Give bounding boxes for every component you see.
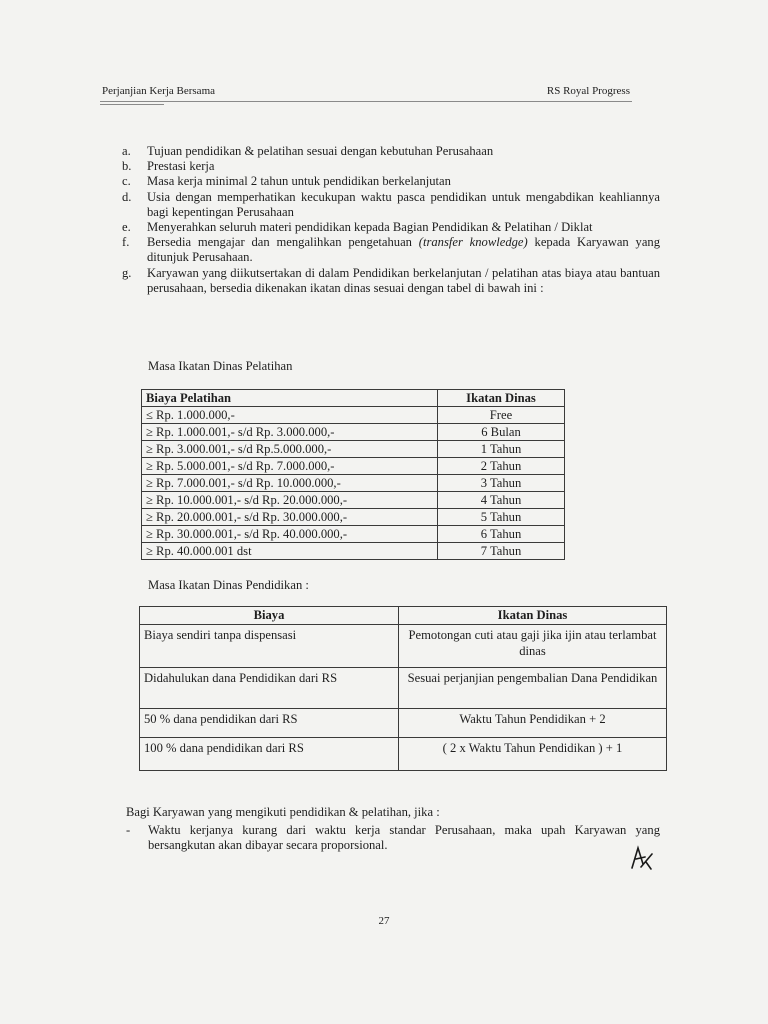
list-marker: g. bbox=[122, 265, 132, 280]
list-item bbox=[122, 235, 660, 265]
list-marker: c. bbox=[122, 174, 131, 189]
column-header: Ikatan Dinas bbox=[438, 390, 565, 407]
table-row bbox=[142, 526, 565, 543]
training-table-caption: Masa Ikatan Dinas Pelatihan bbox=[148, 359, 293, 373]
table-header-row bbox=[142, 390, 565, 407]
list-text: Prestasi kerja bbox=[147, 159, 215, 174]
closing-point bbox=[126, 823, 660, 854]
closing-point-text: Waktu kerjanya kurang dari waktu kerja standar Perusahaan, maka upah Karyawan yang bersangkutan akan dibayar secara proporsional. bbox=[148, 822, 660, 853]
table-row bbox=[142, 543, 565, 560]
table-cell: 6 Tahun bbox=[438, 526, 565, 543]
dash-marker: - bbox=[126, 822, 131, 837]
list-item bbox=[122, 144, 660, 159]
header-rule bbox=[100, 101, 632, 102]
table-row bbox=[142, 441, 565, 458]
table-cell: ( 2 x Waktu Tahun Pendidikan ) + 1 bbox=[399, 738, 667, 771]
training-service-bond-table bbox=[141, 389, 565, 560]
table-cell: ≤ Rp. 1.000.000,- bbox=[142, 407, 438, 424]
initials-signature bbox=[628, 842, 656, 872]
table-row bbox=[140, 625, 667, 668]
table-cell: Pemotongan cuti atau gaji jika ijin atau terlambat dinas bbox=[399, 625, 667, 668]
table-cell: 5 Tahun bbox=[438, 509, 565, 526]
page-number: 27 bbox=[378, 915, 390, 927]
list-marker: f. bbox=[122, 235, 130, 250]
table-cell: Free bbox=[438, 407, 565, 424]
table-row bbox=[142, 424, 565, 441]
table-cell: Didahulukan dana Pendidikan dari RS bbox=[140, 668, 399, 709]
table-cell: ≥ Rp. 30.000.001,- s/d Rp. 40.000.000,- bbox=[142, 526, 438, 543]
list-item bbox=[122, 159, 660, 174]
table-row bbox=[142, 407, 565, 424]
table-cell: ≥ Rp. 7.000.001,- s/d Rp. 10.000.000,- bbox=[142, 475, 438, 492]
closing-intro: Bagi Karyawan yang mengikuti pendidikan & pelatihan, jika : bbox=[126, 805, 440, 819]
education-service-bond-table bbox=[139, 606, 667, 771]
column-header: Biaya Pelatihan bbox=[142, 390, 438, 407]
list-text-part: kepada Karyawan yang ditunjuk Perusahaan. bbox=[147, 235, 660, 265]
table-cell: 2 Tahun bbox=[438, 458, 565, 475]
list-text-part: Bersedia mengajar dan mengalihkan pengetahuan bbox=[147, 235, 419, 250]
requirements-list bbox=[122, 144, 660, 296]
list-text: Masa kerja minimal 2 tahun untuk pendidikan berkelanjutan bbox=[147, 174, 451, 189]
table-cell: ≥ Rp. 1.000.001,- s/d Rp. 3.000.000,- bbox=[142, 424, 438, 441]
list-text: Tujuan pendidikan & pelatihan sesuai dengan kebutuhan Perusahaan bbox=[147, 144, 494, 158]
header-title: Perjanjian Kerja Bersama bbox=[102, 85, 216, 97]
list-text-italic: (transfer knowledge) bbox=[418, 235, 528, 250]
column-header: Ikatan Dinas bbox=[399, 607, 667, 625]
table-cell: ≥ Rp. 5.000.001,- s/d Rp. 7.000.000,- bbox=[142, 458, 438, 475]
table-row bbox=[142, 509, 565, 526]
column-header: Biaya bbox=[140, 607, 399, 625]
table-row bbox=[140, 668, 667, 709]
table-cell: 4 Tahun bbox=[438, 492, 565, 509]
table-cell: Sesuai perjanjian pengembalian Dana Pendidikan bbox=[399, 668, 667, 709]
table-cell: 6 Bulan bbox=[438, 424, 565, 441]
table-row bbox=[142, 475, 565, 492]
header-organization: RS Royal Progress bbox=[546, 85, 630, 97]
list-text: Menyerahkan seluruh materi pendidikan kepada Bagian Pendidikan & Pelatihan / Diklat bbox=[147, 220, 593, 235]
list-text: Karyawan yang diikutsertakan di dalam Pendidikan berkelanjutan / pelatihan atas biaya atau bantuan perusahaan, bersedia dikenakan ikatan dinas sesuai dengan tabel di bawah ini : bbox=[147, 265, 660, 295]
list-text: Usia dengan memperhatikan kecukupan waktu pasca pendidikan untuk mengabdikan keahliannya bagi kepentingan Perusahaan bbox=[147, 189, 660, 219]
table-cell: 50 % dana pendidikan dari RS bbox=[140, 709, 399, 738]
table-cell: Waktu Tahun Pendidikan + 2 bbox=[399, 709, 667, 738]
list-text bbox=[147, 235, 660, 265]
table-row bbox=[140, 738, 667, 771]
table-cell: ≥ Rp. 40.000.001 dst bbox=[142, 543, 438, 560]
table-row bbox=[140, 709, 667, 738]
list-marker: a. bbox=[122, 144, 131, 158]
list-marker: e. bbox=[122, 220, 131, 235]
list-marker: b. bbox=[122, 159, 132, 174]
table-cell: ≥ Rp. 20.000.001,- s/d Rp. 30.000.000,- bbox=[142, 509, 438, 526]
table-row bbox=[142, 492, 565, 509]
list-item bbox=[122, 174, 660, 189]
list-marker: d. bbox=[122, 189, 132, 204]
table-row bbox=[142, 458, 565, 475]
list-item bbox=[122, 220, 660, 235]
table-cell: 1 Tahun bbox=[438, 441, 565, 458]
list-item bbox=[122, 190, 660, 220]
table-header-row bbox=[140, 607, 667, 625]
table-cell: ≥ Rp. 10.000.001,- s/d Rp. 20.000.000,- bbox=[142, 492, 438, 509]
table-cell: ≥ Rp. 3.000.001,- s/d Rp.5.000.000,- bbox=[142, 441, 438, 458]
table-cell: Biaya sendiri tanpa dispensasi bbox=[140, 625, 399, 668]
header-rule-short bbox=[100, 104, 164, 105]
education-table-caption: Masa Ikatan Dinas Pendidikan : bbox=[148, 578, 309, 592]
table-cell: 3 Tahun bbox=[438, 475, 565, 492]
closing-paragraph bbox=[126, 805, 660, 854]
table-cell: 7 Tahun bbox=[438, 543, 565, 560]
list-item bbox=[122, 266, 660, 296]
table-cell: 100 % dana pendidikan dari RS bbox=[140, 738, 399, 771]
